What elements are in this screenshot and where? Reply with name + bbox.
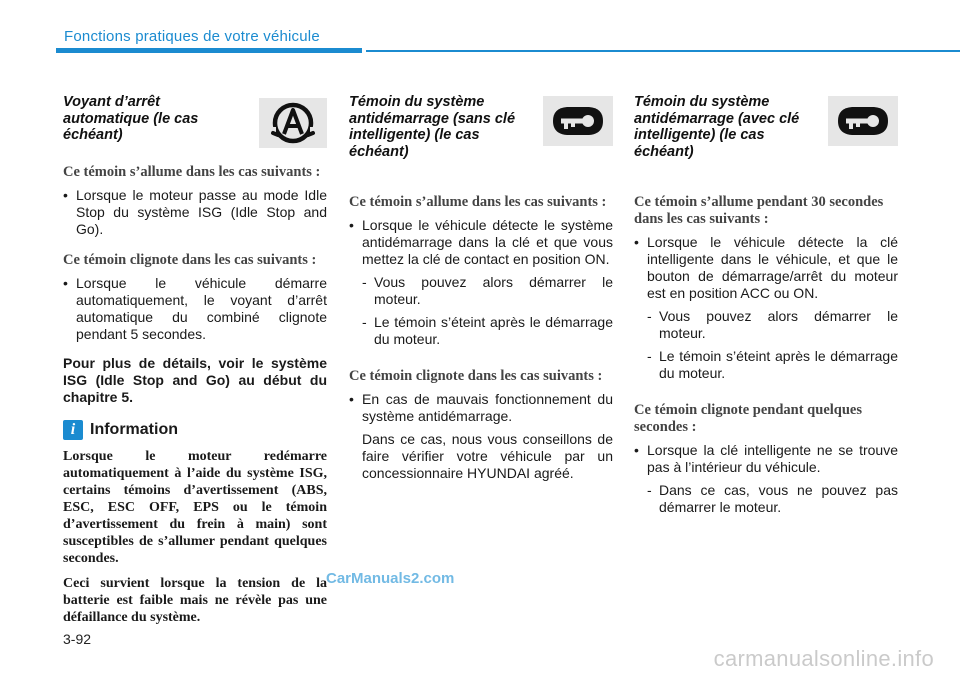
reference-note: Pour plus de détails, voir le système ISG (Idle Stop and Go) au début du chapitre 5. (63, 355, 327, 405)
subheading-lights-on: Ce témoin s’allume pendant 30 secondes dans les cas suivants : (634, 194, 884, 227)
sub-list-item: - Le témoin s’éteint après le démarrage du moteur. (362, 314, 613, 347)
information-heading (63, 420, 327, 440)
sub-list-item: - Vous pouvez alors démarrer le moteur. (647, 308, 898, 341)
list-item: • Lorsque la clé intelligente ne se trouve pas à l’intérieur du véhicule. (634, 442, 898, 476)
title-row (63, 94, 327, 160)
immobilizer-key-icon (828, 96, 898, 146)
subheading-blinks: Ce témoin clignote pendant quelques secondes : (634, 402, 862, 435)
header-rule-thin (366, 50, 960, 52)
sub-list-item: - Le témoin s’éteint après le démarrage du moteur. (647, 348, 898, 381)
section-title-immobilizer: Témoin du système antidémarrage (sans clé intelligente) (le cas échéant) (349, 94, 516, 160)
sub-list-text: Vous pouvez alors démarrer le moteur. (374, 274, 613, 307)
watermark-carmanuals2: CarManuals2.com (326, 570, 455, 587)
page-header-title: Fonctions pratiques de votre véhicule (64, 28, 320, 45)
list-item: • Lorsque le véhicule détecte le système antidémarrage dans la clé et que vous mettez la clé de contact en position ON. (349, 217, 613, 268)
list-item: • Lorsque le véhicule détecte la clé intelligente dans le véhicule, et que le bouton de démarrage/arrêt du moteur est en position ACC ou ON. (634, 234, 898, 302)
subheading-blinks: Ce témoin clignote dans les cas suivants : (349, 368, 603, 384)
sub-list-item: - Dans ce cas, vous ne pouvez pas démarrer le moteur. (647, 482, 898, 515)
column-immobilizer-without-smart-key (349, 94, 613, 482)
information-paragraph: Ceci survient lorsque la tension de la batterie est faible mais ne révèle pas une défaillance du système. (63, 576, 327, 625)
subheading-lights-on: Ce témoin s’allume dans les cas suivants : (349, 194, 607, 210)
information-label: Information (90, 421, 178, 438)
title-row (634, 94, 898, 190)
immobilizer-key-icon (543, 96, 613, 146)
column-auto-stop (63, 94, 327, 626)
information-paragraph: Lorsque le moteur redémarre automatiquement à l’aide du système ISG, certains témoins d’avertissement (ABS, ESC, ESC OFF, EPS ou le témoin d’avertissement du frein à main) sont susceptibles de s’allumer pendant quelques secondes. (63, 449, 327, 566)
page-number: 3-92 (63, 631, 92, 647)
section-title-immobilizer-smart-key: Témoin du système antidémarrage (avec clé intelligente) (le cas échéant) (634, 94, 800, 160)
subheading-blinks: Ce témoin clignote dans les cas suivants : (63, 252, 317, 268)
sub-list-text: Le témoin s’éteint après le démarrage du moteur. (374, 314, 613, 347)
auto-stop-icon (259, 98, 327, 148)
list-item-continuation: Dans ce cas, nous vous conseillons de faire vérifier votre véhicule par un concessionnaire HYUNDAI agréé. (362, 431, 613, 481)
sub-list-text: Vous pouvez alors démarrer le moteur. (659, 308, 898, 341)
list-item: • En cas de mauvais fonctionnement du système antidémarrage. (349, 391, 613, 425)
watermark-carmanualsonline: carmanualsonline.info (713, 646, 934, 671)
list-item: • Lorsque le moteur passe au mode Idle Stop du système ISG (Idle Stop and Go). (63, 187, 327, 238)
sub-list-text: Le témoin s’éteint après le démarrage du moteur. (659, 348, 898, 381)
subheading-lights-on: Ce témoin s’allume dans les cas suivants : (63, 164, 321, 180)
column-immobilizer-with-smart-key (634, 94, 898, 516)
section-title-auto-stop: Voyant d’arrêt automatique (le cas échéant) (63, 94, 199, 143)
information-icon: i (63, 420, 83, 440)
header-rule-thick (56, 48, 362, 53)
list-item: • Lorsque le véhicule démarre automatiquement, le voyant d’arrêt automatique du combiné clignote pendant 5 secondes. (63, 275, 327, 343)
sub-list-item: - Vous pouvez alors démarrer le moteur. (362, 274, 613, 307)
sub-list-text: Dans ce cas, vous ne pouvez pas démarrer le moteur. (659, 482, 898, 515)
title-row (349, 94, 613, 190)
